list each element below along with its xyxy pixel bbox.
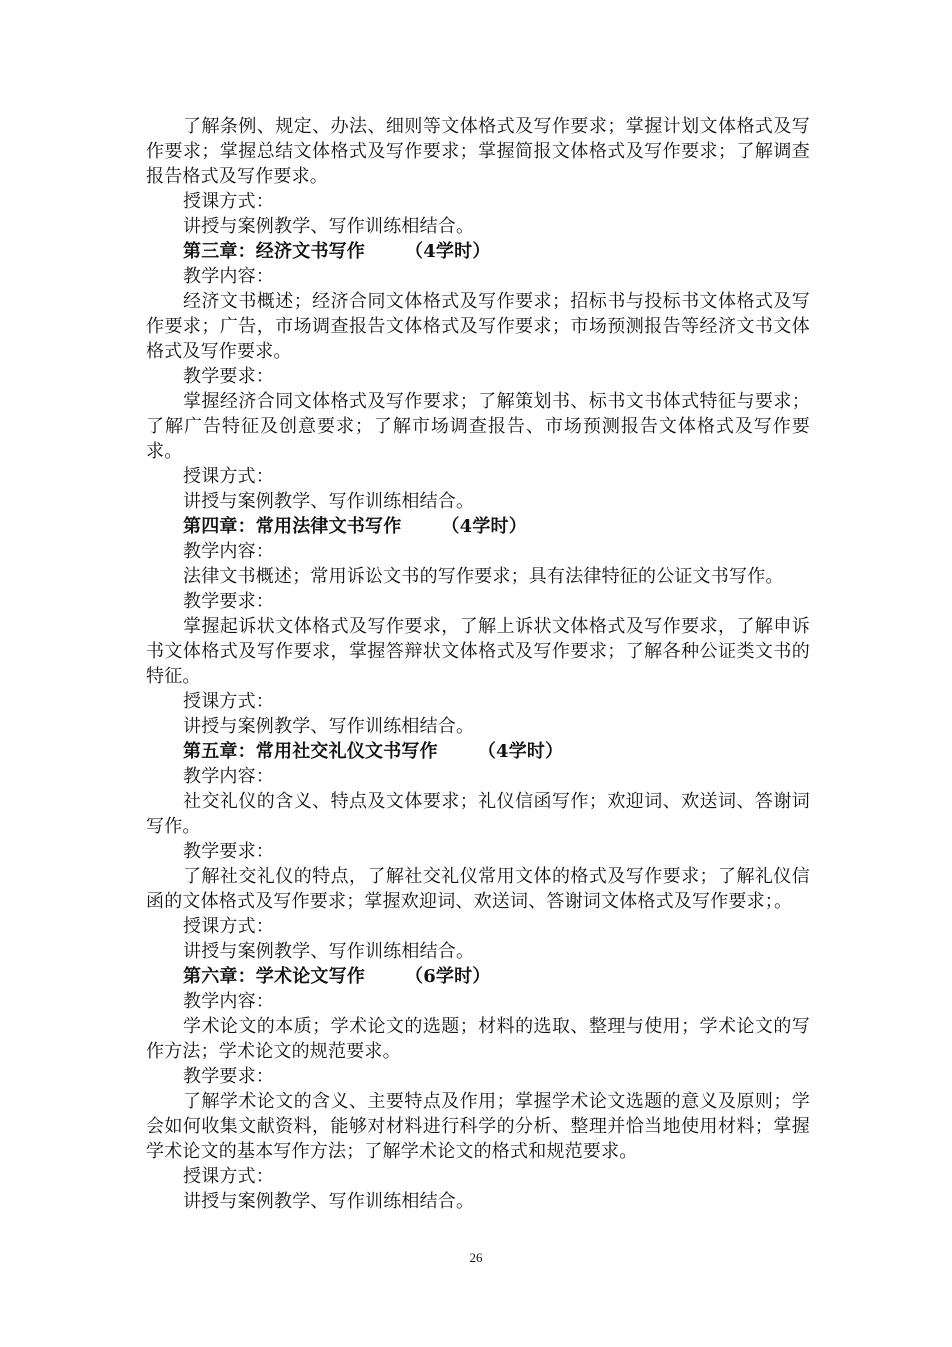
paragraph: 讲授与案例教学、写作训练相结合。 (183, 1191, 475, 1212)
section-label: 教学要求： (183, 841, 274, 862)
section-label: 教学要求： (183, 591, 274, 612)
paragraph: 掌握起诉状文体格式及写作要求，了解上诉状文体格式及写作要求，了解申诉书文体格式及写作要求，掌握答辩状文体格式及写作要求；了解各种公证类文书的特征。 (146, 616, 810, 687)
chapter-title: 第四章：常用法律文书写作 (183, 516, 402, 537)
chapter-hours: （4学时） (477, 741, 564, 762)
paragraph: 讲授与案例教学、写作训练相结合。 (183, 216, 475, 237)
chapter-title: 第六章：学术论文写作 (183, 966, 365, 987)
document-body (146, 114, 810, 1214)
paragraph: 掌握经济合同文体格式及写作要求；了解策划书、标书文书体式特征与要求；了解广告特征及创意要求；了解市场调查报告、市场预测报告文体格式及写作要求。 (146, 391, 810, 462)
paragraph: 经济文书概述；经济合同文体格式及写作要求；招标书与投标书文体格式及写作要求；广告，市场调查报告文体格式及写作要求；市场预测报告等经济文书文体格式及写作要求。 (146, 291, 810, 362)
section-label: 教学要求： (183, 366, 274, 387)
section-label: 教学内容： (183, 541, 274, 562)
paragraph: 讲授与案例教学、写作训练相结合。 (183, 491, 475, 512)
chapter-heading (146, 239, 810, 264)
chapter-heading (146, 964, 810, 989)
chapter-heading (146, 739, 810, 764)
chapter-hours: （6学时） (405, 966, 491, 987)
section-label: 授课方式： (183, 916, 274, 937)
chapter-hours: （4学时） (441, 516, 527, 537)
page-number: 26 (469, 1250, 483, 1265)
chapter-heading (146, 514, 810, 539)
chapter-title: 第三章：经济文书写作 (183, 241, 365, 262)
section-label: 教学要求： (183, 1066, 274, 1087)
paragraph: 了解学术论文的含义、主要特点及作用；掌握学术论文选题的意义及原则；学会如何收集文献资料，能够对材料进行科学的分析、整理并恰当地使用材料；掌握学术论文的基本写作方法；了解学术论文的格式和规范要求。 (146, 1091, 810, 1162)
paragraph: 学术论文的本质；学术论文的选题；材料的选取、整理与使用；学术论文的写作方法；学术论文的规范要求。 (146, 1016, 810, 1062)
section-label: 授课方式： (183, 1166, 274, 1187)
paragraph: 了解社交礼仪的特点，了解社交礼仪常用文体的格式及写作要求；了解礼仪信函的文体格式及写作要求；掌握欢迎词、欢送词、答谢词文体格式及写作要求；。 (146, 866, 810, 912)
section-label: 授课方式： (183, 466, 274, 487)
paragraph: 法律文书概述；常用诉讼文书的写作要求；具有法律特征的公证文书写作。 (183, 566, 784, 587)
section-label: 授课方式： (183, 691, 274, 712)
paragraph: 了解条例、规定、办法、细则等文体格式及写作要求；掌握计划文体格式及写作要求；掌握总结文体格式及写作要求；掌握简报文体格式及写作要求；了解调查报告格式及写作要求。 (146, 116, 810, 187)
chapter-title: 第五章：常用社交礼仪文书写作 (183, 741, 438, 762)
section-label: 教学内容： (183, 766, 274, 787)
section-label: 教学内容： (183, 991, 274, 1012)
section-label: 教学内容： (183, 266, 274, 287)
section-label: 授课方式： (183, 191, 274, 212)
paragraph: 社交礼仪的含义、特点及文体要求；礼仪信函写作；欢迎词、欢送词、答谢词写作。 (146, 791, 810, 837)
chapter-hours: （4学时） (405, 241, 491, 262)
paragraph: 讲授与案例教学、写作训练相结合。 (183, 716, 475, 737)
paragraph: 讲授与案例教学、写作训练相结合。 (183, 941, 475, 962)
